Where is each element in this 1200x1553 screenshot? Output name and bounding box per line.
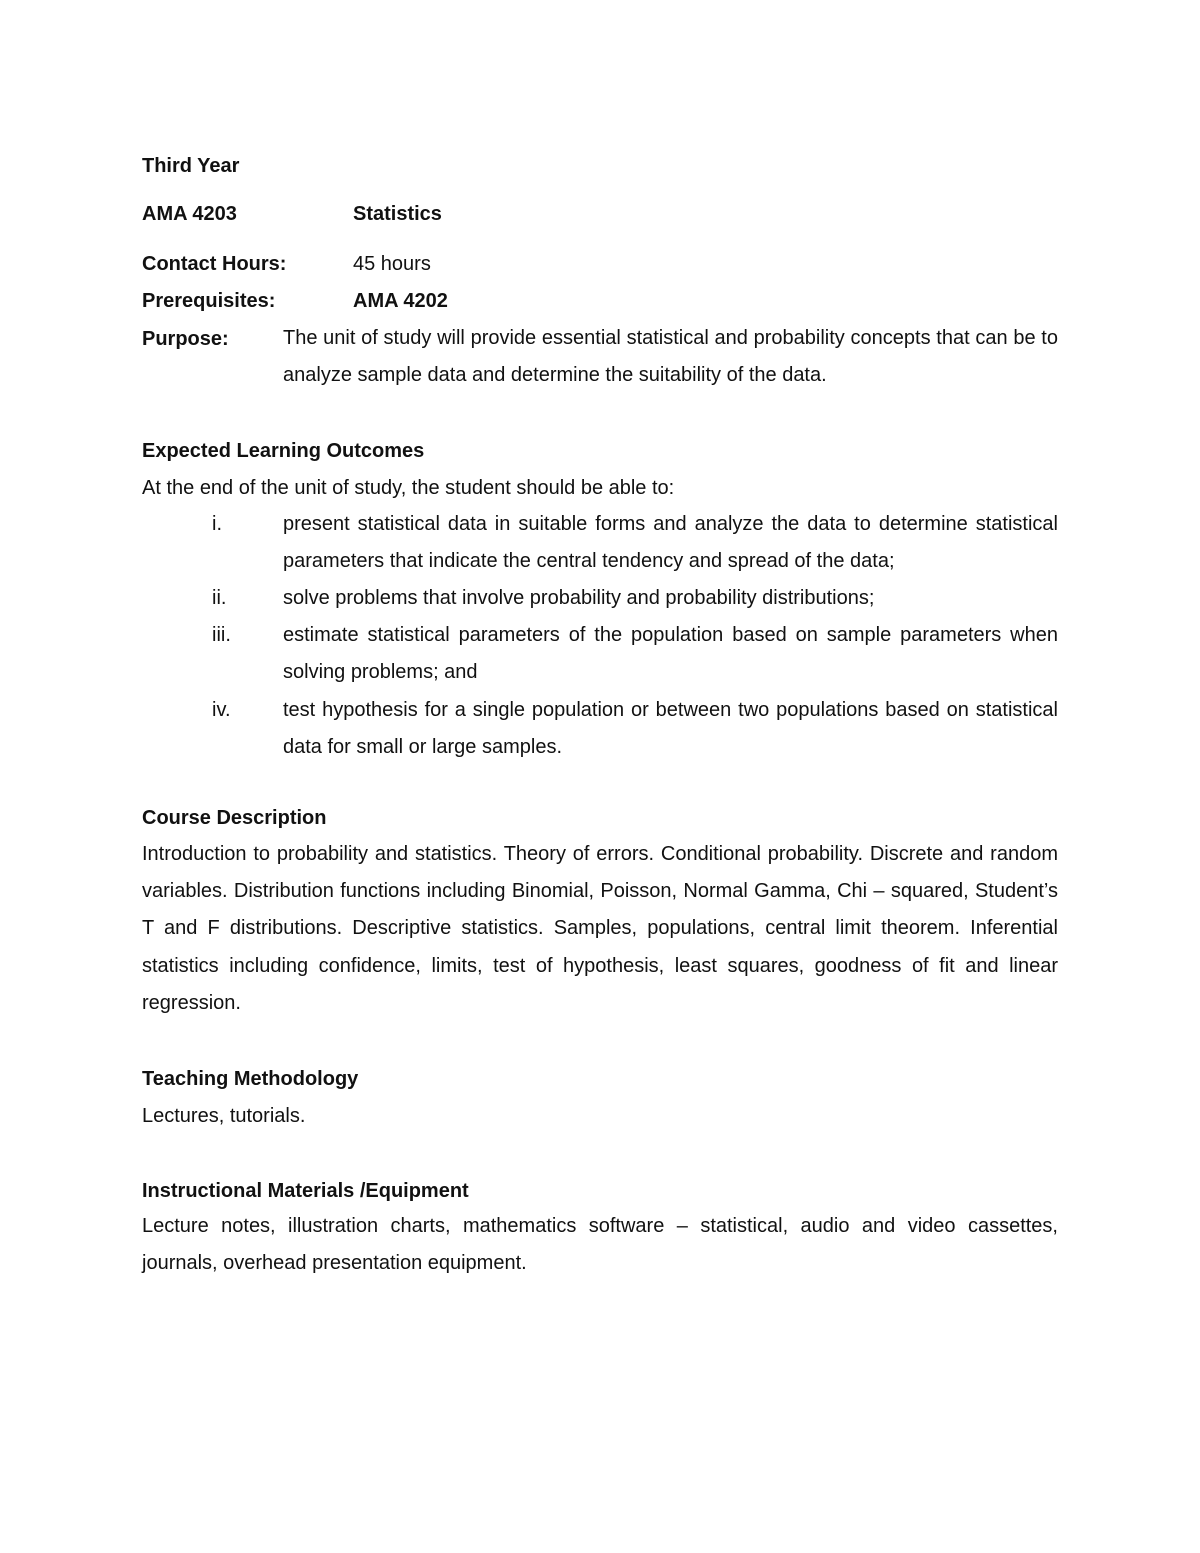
- outcome-number: iv.: [212, 699, 231, 721]
- materials-text: Lecture notes, illustration charts, mathematics software – statistical, audio and video cassettes, journals, overhead presentation equipment.: [142, 1215, 1058, 1275]
- outcome-number: ii.: [212, 587, 227, 609]
- prerequisites-row: [142, 289, 1058, 313]
- course-title: Statistics: [353, 203, 442, 225]
- year-heading: Third Year: [142, 155, 240, 177]
- contact-hours-row: [142, 252, 1058, 276]
- methodology-text: Lectures, tutorials.: [142, 1105, 306, 1127]
- outcome-text: estimate statistical parameters of the population based on sample parameters when solving problems; and: [283, 624, 1058, 684]
- outcome-text: present statistical data in suitable forms and analyze the data to determine statistical parameters that indicate the central tendency and spread of the data;: [283, 513, 1058, 573]
- description-text: Introduction to probability and statistics. Theory of errors. Conditional probability. Discrete and random variables. Distribution functions including Binomial, Poisson, Normal Gamma, Chi – squared, Student’s T and F distributions. Descriptive statistics. Samples, populations, central limit theorem. Inferential statistics including confidence, limits, test of hypothesis, least squares, goodness of fit and linear regression.: [142, 843, 1058, 1014]
- prerequisites-label: Prerequisites:: [142, 290, 276, 312]
- contact-hours-label: Contact Hours:: [142, 253, 287, 275]
- outcomes-heading: Expected Learning Outcomes: [142, 440, 425, 462]
- prerequisites-value: AMA 4202: [353, 290, 448, 312]
- outcome-text: solve problems that involve probability and probability distributions;: [283, 587, 875, 609]
- course-header: [142, 202, 1058, 226]
- outcomes-intro: At the end of the unit of study, the student should be able to:: [142, 477, 675, 499]
- materials-heading: Instructional Materials /Equipment: [142, 1180, 469, 1202]
- outcome-text: test hypothesis for a single population or between two populations based on statistical data for small or large samples.: [283, 699, 1058, 759]
- outcome-number: iii.: [212, 624, 231, 646]
- course-code: AMA 4203: [142, 203, 237, 225]
- contact-hours-value: 45 hours: [353, 253, 431, 275]
- methodology-heading: Teaching Methodology: [142, 1068, 359, 1090]
- purpose-text: The unit of study will provide essential statistical and probability concepts that can be to analyze sample data and determine the suitability of the data.: [283, 327, 1058, 387]
- outcome-number: i.: [212, 513, 222, 535]
- description-heading: Course Description: [142, 807, 327, 829]
- purpose-label: Purpose:: [142, 328, 229, 350]
